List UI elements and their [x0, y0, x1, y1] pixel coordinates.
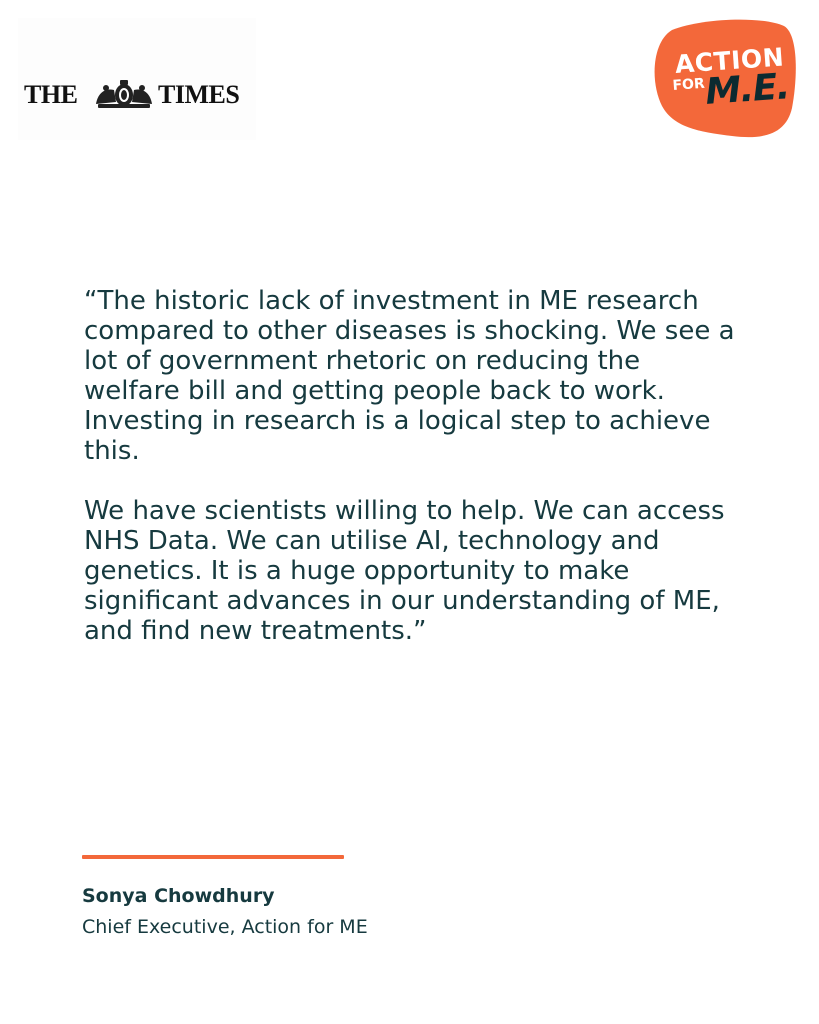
- quote-paragraph-1: “The historic lack of investment in ME research compared to other diseases is shocking. We see a lot of government rhetoric on reducing the welfare bill and getting people back to work. Investing in research is a logical step to achieve this.: [84, 286, 735, 466]
- quote-paragraph-2: We have scientists willing to help. We can access NHS Data. We can utilise AI, technology and genetics. It is a huge opportunity to make significant advances in our understanding of ME, and find new treatments.”: [84, 496, 725, 646]
- brand-word-action: ACTION: [674, 42, 785, 79]
- times-logo-word-times: TIMES: [158, 80, 240, 109]
- quote-block: [84, 286, 744, 646]
- brand-word-for: FOR: [672, 75, 706, 94]
- times-logo-word-the: THE: [24, 80, 78, 109]
- the-times-logo: [18, 18, 256, 140]
- action-for-me-logo: [652, 16, 798, 142]
- accent-divider: [82, 855, 344, 859]
- author-role: Chief Executive, Action for ME: [82, 916, 368, 938]
- brand-word-me: M.E.: [704, 66, 791, 113]
- royal-crest-icon: [92, 78, 156, 112]
- author-name: Sonya Chowdhury: [82, 885, 275, 907]
